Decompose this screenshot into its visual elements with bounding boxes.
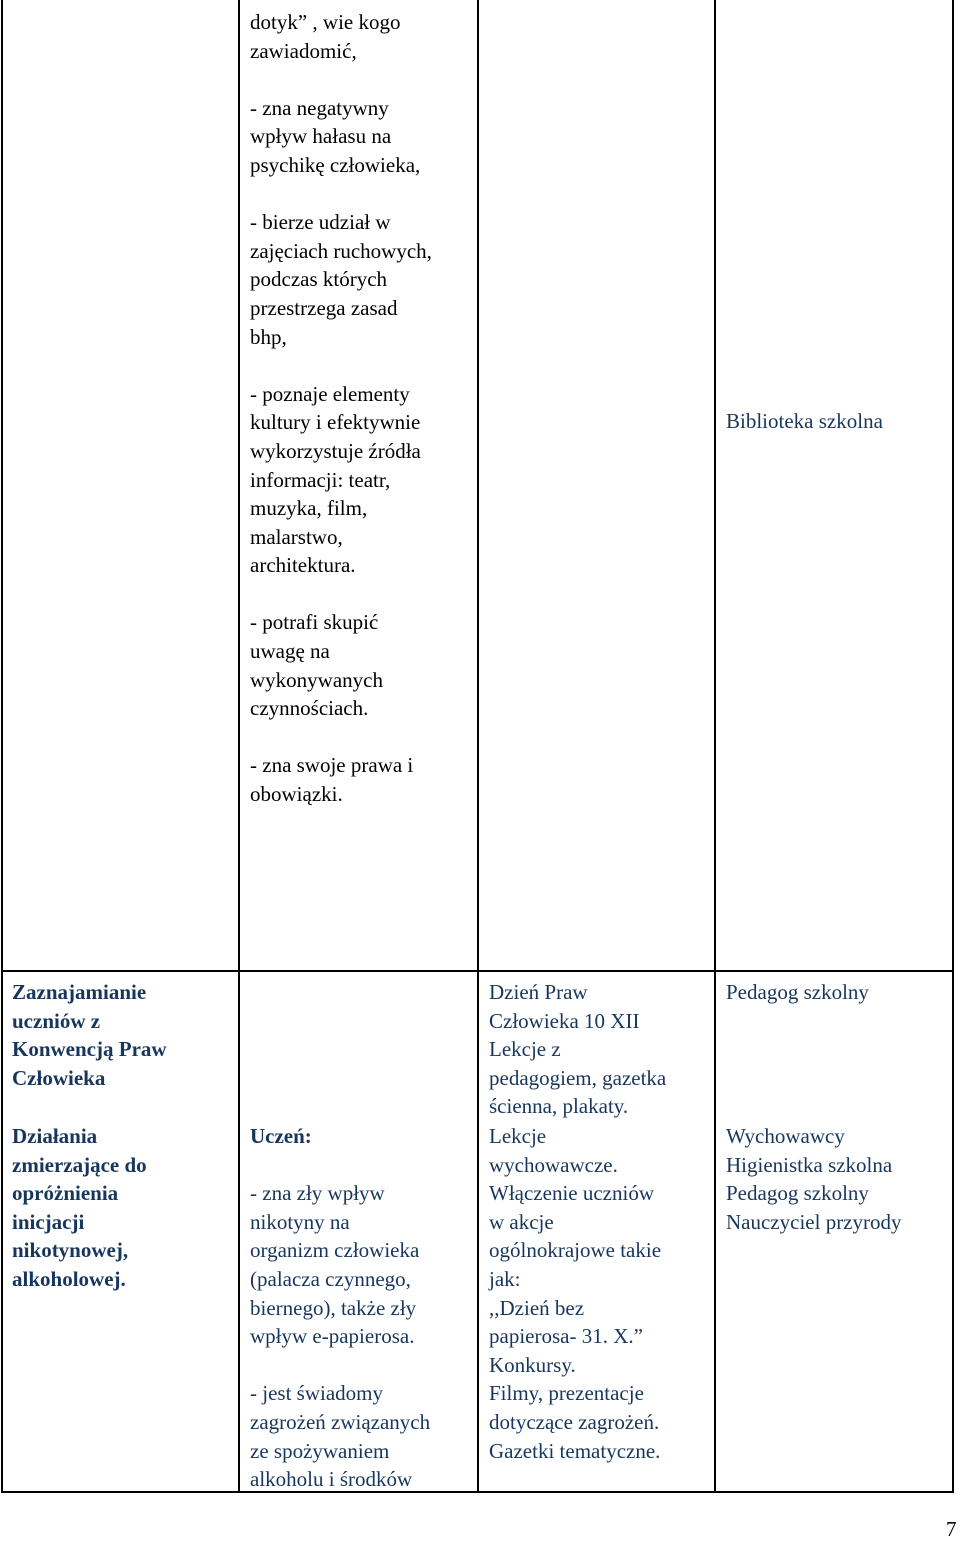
row1-outcome-item: - potrafi skupić uwagę na wykonywanych czynnościach. (250, 610, 383, 721)
row2-task-cell (12, 978, 234, 1092)
row2-forms-text: Dzień Praw Człowieka 10 XII Lekcje z pedagogiem, gazetka ścienna, plakaty. (489, 980, 667, 1119)
row1-outcome-item: - zna swoje prawa i obowiązki. (250, 753, 414, 807)
table-column-divider-1 (238, 0, 240, 1492)
row3-outcome-item: - zna zły wpływ nikotyny na organizm człowieka (palacza czynnego, biernego), także zły wpływ e-papierosa. (250, 1181, 420, 1349)
page-number: 7 (946, 1517, 957, 1541)
row3-responsible-cell (726, 1122, 950, 1236)
row1-responsible-cell (726, 407, 950, 436)
row2-task-title: Zaznajamianie uczniów z Konwencją Praw Człowieka (12, 980, 167, 1090)
table-column-divider-3 (714, 0, 716, 1492)
row1-outcome-item: - bierze udział w zajęciach ruchowych, podczas których przestrzega zasad bhp, (250, 210, 432, 349)
row1-outcome-item: dotyk” , wie kogo zawiadomić, (250, 10, 401, 63)
table-column-divider-2 (477, 0, 479, 1492)
row3-outcome-item: - jest świadomy zagrożeń związanych ze spożywaniem alkoholu i środków (250, 1381, 431, 1492)
row3-outcomes-heading: Uczeń: (250, 1124, 312, 1148)
row2-responsible-text: Pedagog szkolny (726, 980, 869, 1004)
table-row-divider (1, 970, 954, 972)
row3-task-title: Działania zmierzające do opróżnienia inicjacji nikotynowej, alkoholowej. (12, 1124, 147, 1291)
row3-responsible-text: Wychowawcy Higienistka szkolna Pedagog szkolny Nauczyciel przyrody (726, 1124, 902, 1234)
table-border-bottom (1, 1491, 954, 1493)
row3-forms-cell (489, 1122, 711, 1465)
row2-forms-cell (489, 978, 711, 1121)
row3-task-cell (12, 1122, 234, 1294)
row3-outcomes-cell (250, 1122, 474, 1494)
table-border-left (1, 0, 3, 1492)
row1-outcomes-cell (250, 8, 474, 809)
row1-outcome-item: - zna negatywny wpływ hałasu na psychikę człowieka, (250, 95, 421, 177)
row2-responsible-cell (726, 978, 950, 1007)
row1-responsible-text: Biblioteka szkolna (726, 409, 883, 433)
row1-outcome-item: - poznaje elementy kultury i efektywnie wykorzystuje źródła informacji: teatr, muzyka, film, malarstwo, architektura. (250, 381, 421, 578)
table-border-right (952, 0, 954, 1492)
row3-forms-text: Lekcje wychowawcze. Włączenie uczniów w akcje ogólnokrajowe takie jak: ,,Dzień bez papierosa- 31. X.” Konkursy. Filmy, prezentacje dotyczące zagrożeń. Gazetki tematyczne. (489, 1124, 662, 1463)
